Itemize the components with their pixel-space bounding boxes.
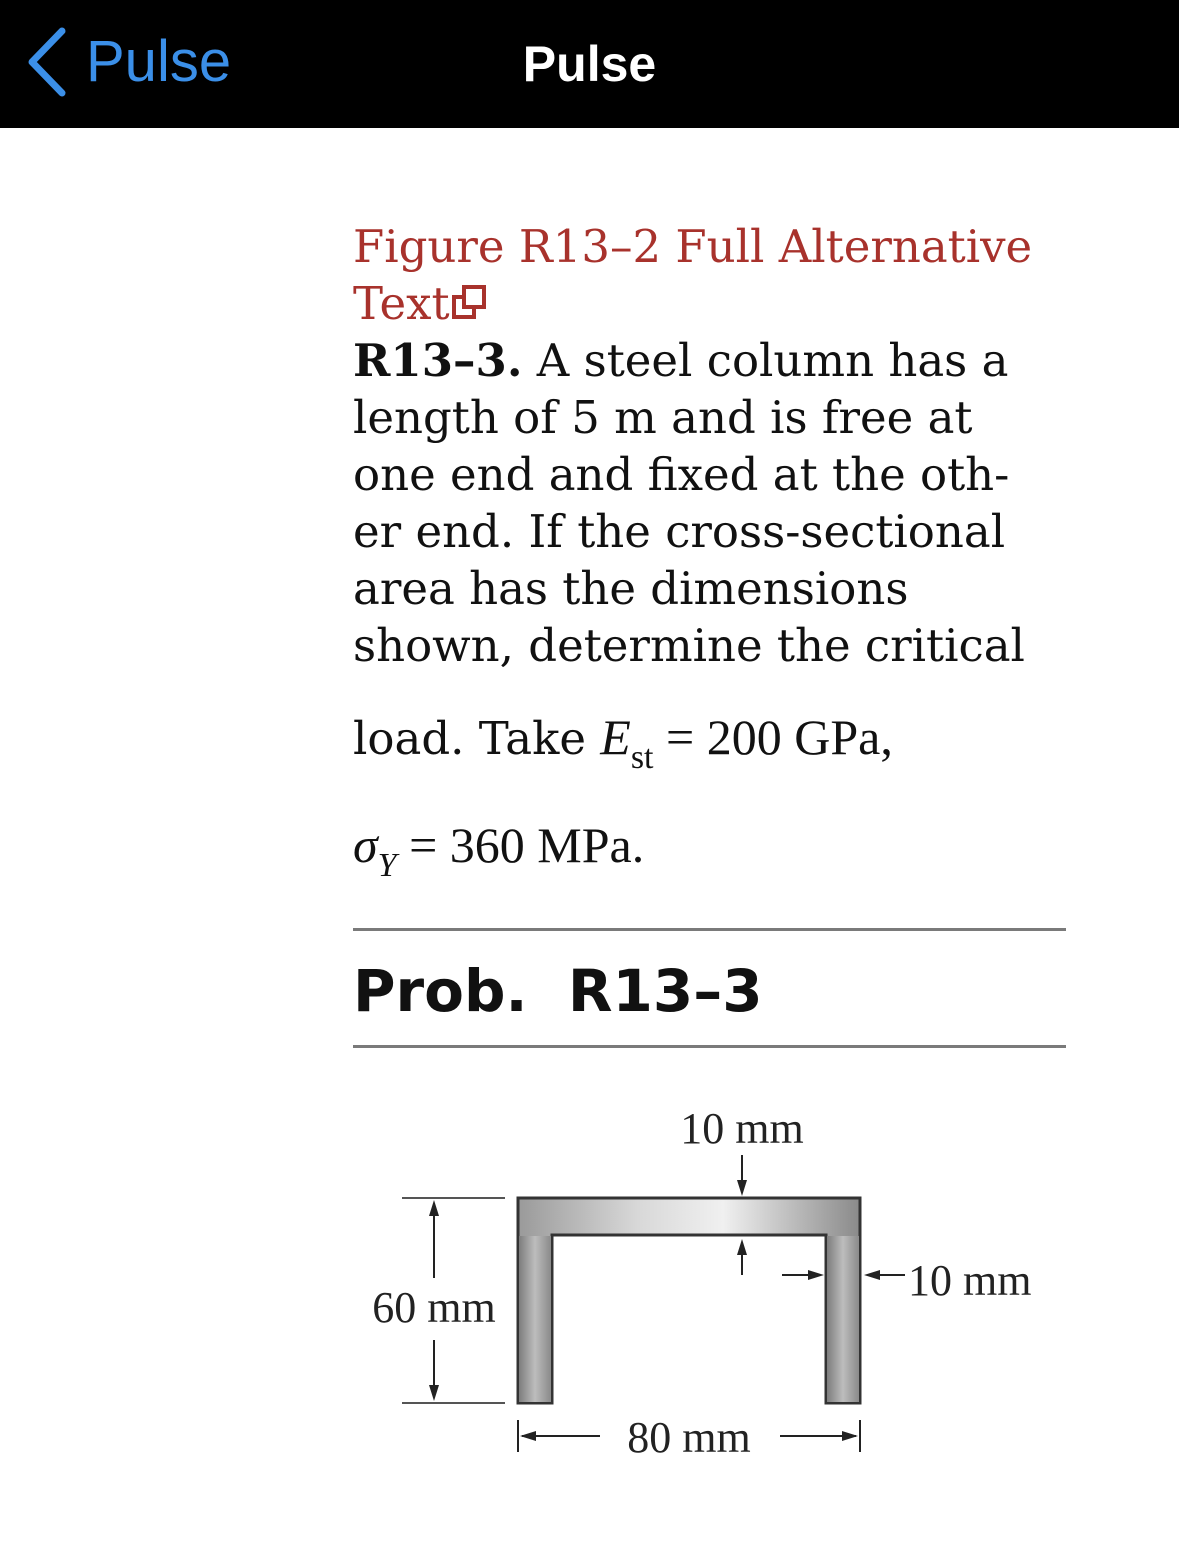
problem-number: R13–3.: [353, 334, 523, 387]
figure-alt-text-link[interactable]: [353, 218, 1066, 332]
dim-left-down-arrow: [429, 1385, 439, 1401]
dim-top-down-arrow: [737, 1180, 747, 1196]
content-area: [353, 218, 1066, 1025]
dim-top-up-arrow: [737, 1239, 747, 1255]
dim-right-label: 10 mm: [908, 1256, 1032, 1305]
dim-right-right-arrow: [808, 1270, 824, 1280]
dim-bottom-label: 80 mm: [627, 1413, 751, 1462]
navigation-bar: [0, 0, 1179, 128]
channel-shape: [518, 1198, 860, 1403]
dim-bottom-left-arrow: [520, 1431, 536, 1441]
figure-link-line1: Figure R13–2 Full Alternative: [353, 220, 1033, 273]
load-equation: [353, 708, 893, 776]
figure-link-line2: Text: [353, 277, 450, 330]
channel-right-flange: [827, 1236, 859, 1402]
dim-left-up-arrow: [429, 1200, 439, 1216]
external-window-icon: [452, 285, 488, 319]
dim-right-left-arrow: [864, 1270, 880, 1280]
dim-left-label: 60 mm: [372, 1283, 496, 1332]
yield-equation: [353, 816, 645, 884]
load-prefix: load. Take: [353, 712, 601, 765]
modulus-subscript: st: [630, 739, 654, 776]
modulus-symbol: E: [600, 709, 631, 765]
sigma-subscript: Y: [377, 847, 397, 884]
modulus-value: = 200 GPa,: [653, 709, 893, 765]
problem-title: Prob. R13–3: [353, 957, 763, 1025]
dim-top-label: 10 mm: [680, 1104, 804, 1153]
divider-top: [353, 928, 1066, 931]
nav-title: Pulse: [522, 36, 657, 92]
yield-value: = 360 MPa.: [396, 817, 645, 873]
dim-bottom-right-arrow: [842, 1431, 858, 1441]
problem-statement: [353, 332, 1053, 674]
divider-bottom: [353, 1045, 1066, 1048]
problem-text: A steel column has a length of 5 m and is free at one end and fixed at the oth-er end. If the cross-sectional area has the dimensions shown, determine the critical: [353, 334, 1025, 672]
channel-left-flange: [519, 1236, 551, 1402]
sigma-symbol: σ: [353, 817, 378, 873]
back-label: Pulse: [86, 29, 232, 94]
